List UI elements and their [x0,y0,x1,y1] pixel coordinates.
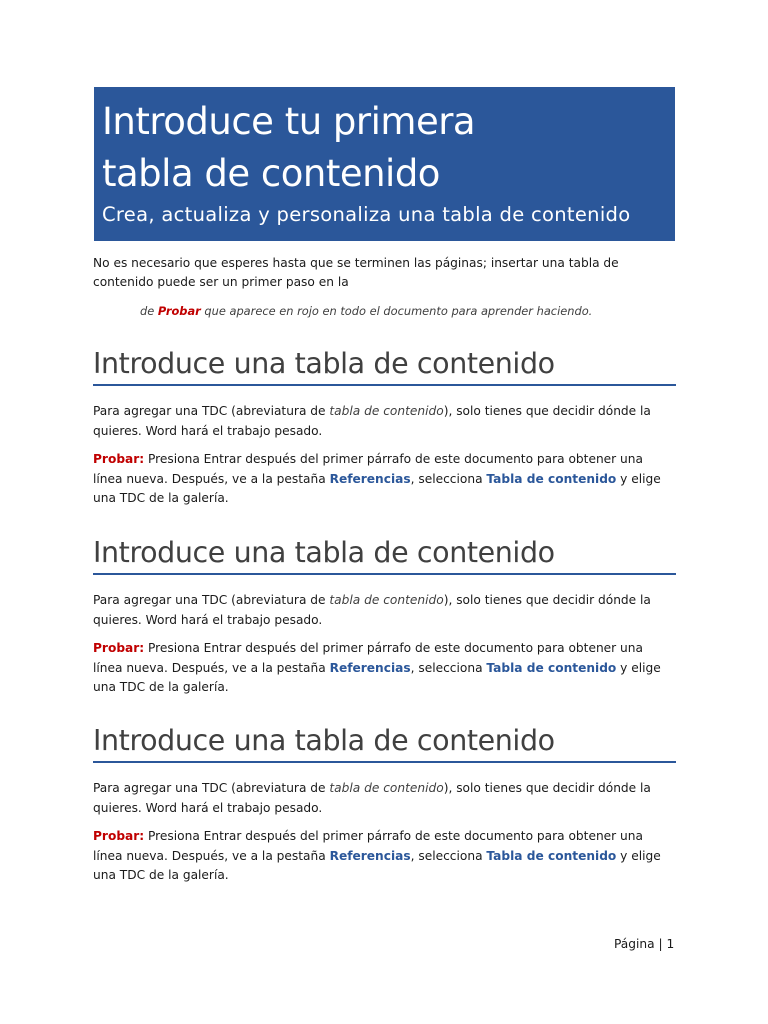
para-text: ), solo tienes que decidir dónde la quieres. Word hará el trabajo pesado. [93,781,651,815]
heading-rule [93,761,676,763]
title-line-2: tabla de contenido [102,152,440,195]
try-label: Probar: [93,829,145,843]
para-italic: tabla de contenido [329,404,444,418]
para-text: , selecciona [410,660,487,675]
intro-paragraph: No es necesario que esperes hasta que se terminen las páginas; insertar una tabla de contenido puede ser un primer paso en la [93,256,619,289]
references-link[interactable]: Referencias [329,471,411,486]
para-italic: tabla de contenido [329,781,444,795]
para-italic: tabla de contenido [329,593,444,607]
para-text: y elige una TDC de la galería. [93,660,661,694]
para-text: , selecciona [410,471,487,486]
para-text: Para agregar una TDC (abreviatura de [93,593,330,607]
toc-link[interactable]: Tabla de contenido [486,660,617,675]
title-line-1: Introduce tu primera [102,100,476,143]
toc-link[interactable]: Tabla de contenido [486,848,617,863]
try-label: Probar: [93,452,145,466]
try-label: Probar: [93,641,145,655]
section-paragraph-1 [93,591,668,630]
try-line-post: que aparece en rojo en todo el documento para aprender haciendo. [200,304,593,318]
page-number-footer: Página | 1 [614,937,675,951]
try-line-pre: de [140,304,158,318]
heading-rule [93,573,676,575]
section-paragraph-1 [93,402,668,441]
try-keyword: Probar [157,304,201,318]
para-text: Para agregar una TDC (abreviatura de [93,781,330,795]
try-instruction-line [140,303,700,319]
section-paragraph-2 [93,827,668,886]
para-text: ), solo tienes que decidir dónde la quieres. Word hará el trabajo pesado. [93,404,651,438]
para-text: Para agregar una TDC (abreviatura de [93,404,330,418]
section-paragraph-2 [93,639,668,698]
section-heading: Introduce una tabla de contenido [93,724,555,757]
document-subtitle: Crea, actualiza y personaliza una tabla de contenido [102,203,631,226]
references-link[interactable]: Referencias [329,660,411,675]
section-paragraph-2 [93,450,668,509]
section-heading: Introduce una tabla de contenido [93,347,555,380]
document-title [102,96,675,200]
heading-rule [93,384,676,386]
para-text: ), solo tienes que decidir dónde la quieres. Word hará el trabajo pesado. [93,593,651,627]
section-paragraph-1 [93,779,668,818]
para-text: y elige una TDC de la galería. [93,471,661,505]
section-1 [93,346,676,509]
section-3 [93,723,676,886]
title-banner [94,87,675,241]
section-2 [93,535,676,698]
para-text: y elige una TDC de la galería. [93,848,661,882]
para-text: Presiona Entrar después del primer párrafo de este documento para obtener una línea nueva. Después, ve a la pestaña [93,829,643,863]
para-text: Presiona Entrar después del primer párrafo de este documento para obtener una línea nueva. Después, ve a la pestaña [93,452,643,486]
toc-link[interactable]: Tabla de contenido [486,471,617,486]
section-heading: Introduce una tabla de contenido [93,536,555,569]
para-text: Presiona Entrar después del primer párrafo de este documento para obtener una línea nueva. Después, ve a la pestaña [93,641,643,675]
references-link[interactable]: Referencias [329,848,411,863]
para-text: , selecciona [410,848,487,863]
